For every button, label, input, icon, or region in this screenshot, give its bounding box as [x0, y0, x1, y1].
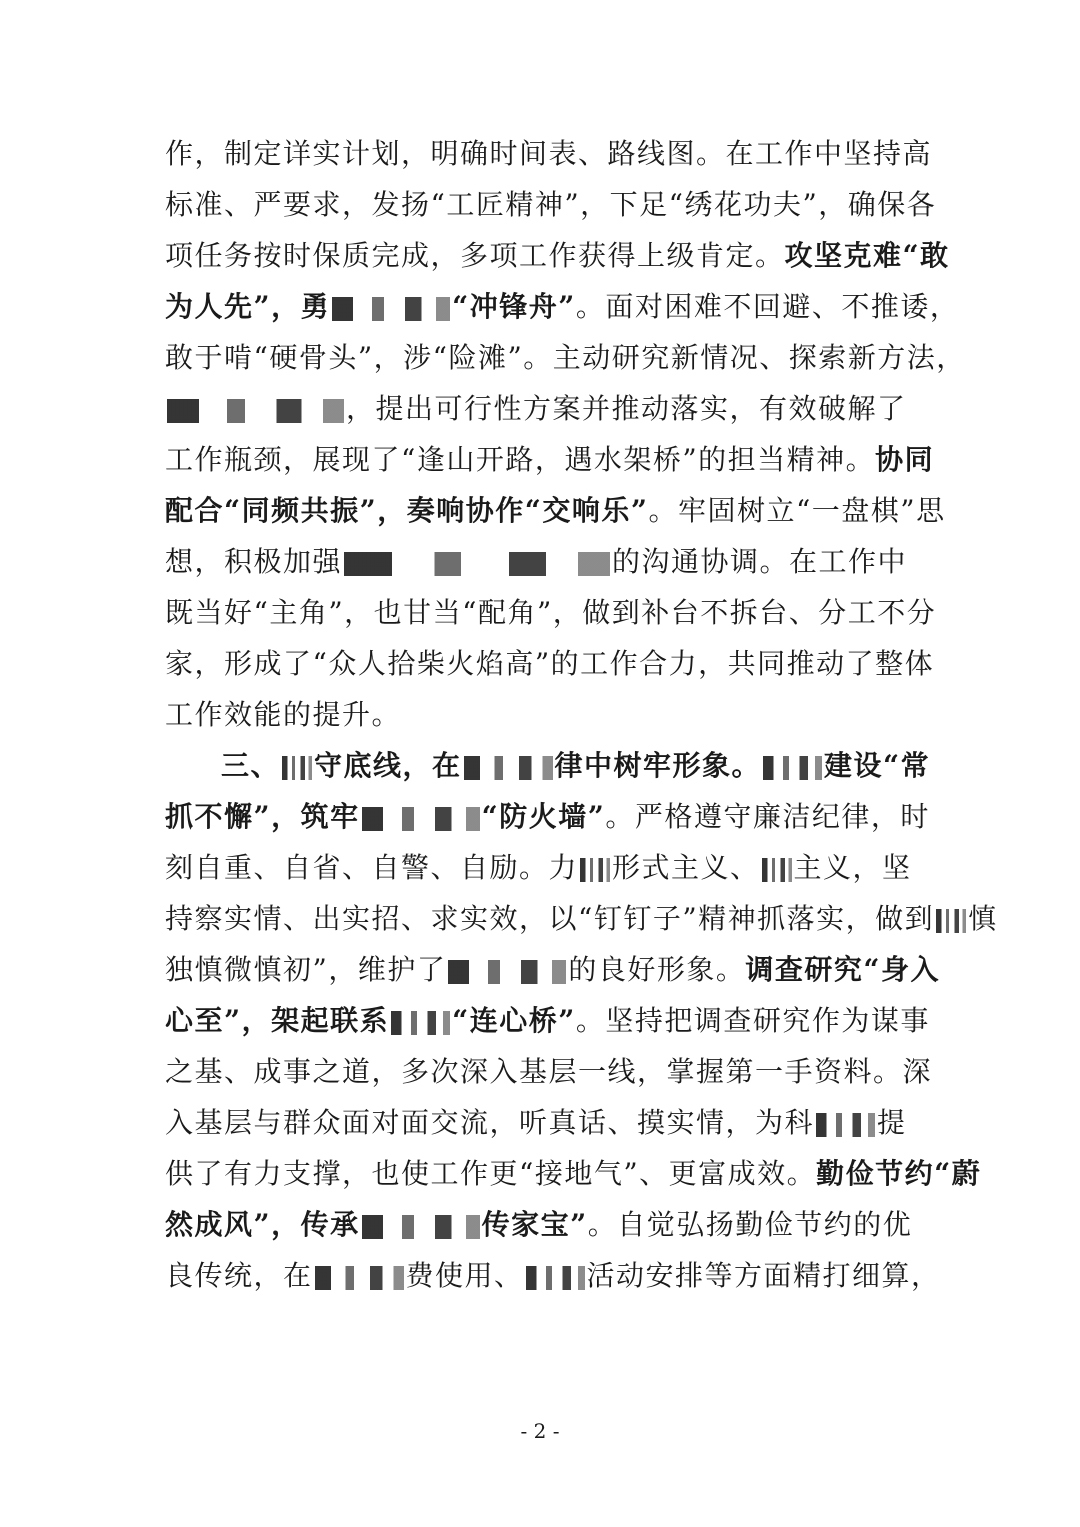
redaction-mark	[344, 552, 610, 576]
bold-text-run: 然成风”，传承	[165, 1208, 360, 1241]
text-run: 想，积极加强	[165, 545, 343, 578]
redaction-mark	[315, 1266, 404, 1290]
text-line	[165, 995, 930, 1046]
text-run: 。面对困难不回避、不推诿，	[575, 290, 960, 323]
text-line	[165, 689, 917, 740]
text-line	[165, 485, 946, 536]
redaction-mark	[167, 399, 344, 423]
text-run: 提	[877, 1106, 907, 1139]
redaction-mark	[362, 807, 480, 831]
bold-text-run: 心至”，架起联系	[165, 1004, 390, 1037]
redaction-mark	[763, 756, 822, 780]
text-run: 供了有力支撑，也使工作更“接地气”、更富成效。	[165, 1157, 817, 1190]
text-run: 既当好“主角”，也甘当“配角”，做到补台不拆台、分工不分	[165, 596, 937, 629]
text-line	[165, 1250, 941, 1301]
bold-text-run: “冲锋舟”	[452, 290, 576, 323]
text-run: 主义，坚	[793, 851, 912, 884]
redaction-mark	[362, 1215, 480, 1239]
text-run: 。坚持把调查研究作为谋事	[575, 1004, 930, 1037]
redaction-mark	[448, 960, 566, 984]
text-line	[165, 230, 950, 281]
page-number: - 2 -	[520, 1419, 560, 1443]
text-run: 。自觉弘扬勤俭节约的优	[587, 1208, 913, 1241]
text-run: 刻自重、自省、自警、自励。力	[165, 851, 579, 884]
text-line	[165, 638, 935, 689]
text-run: 慎	[968, 902, 998, 935]
bold-text-run: 勤俭节约“蔚	[816, 1157, 982, 1190]
text-run: 作，制定详实计划，明确时间表、路线图。在工作中坚持高	[165, 137, 933, 170]
text-run: 良传统，在	[165, 1259, 313, 1292]
text-line	[165, 434, 935, 485]
text-line	[165, 281, 960, 332]
bold-text-run: 律中树牢形象。	[554, 749, 762, 782]
text-run: 标准、严要求，发扬“工匠精神”，下足“绣花功夫”，确保各	[165, 188, 937, 221]
bold-text-run: 抓不懈”，筑牢	[165, 800, 360, 833]
text-line	[165, 944, 940, 995]
bold-text-run: 守底线，在	[314, 749, 462, 782]
bold-text-run: 配合“同频共振”，奏响协作“交响乐”	[165, 494, 649, 527]
text-run: ，提出可行性方案并推动落实，有效破解了	[346, 392, 907, 425]
text-run: 持察实情、出实招、求实效，以“钉钉子”精神抓落实，做到	[165, 902, 935, 935]
text-line	[165, 179, 937, 230]
text-line	[165, 128, 933, 179]
text-run: 费使用、	[405, 1259, 524, 1292]
text-line	[165, 1046, 933, 1097]
text-line	[165, 1148, 982, 1199]
redaction-mark	[282, 756, 312, 780]
redaction-mark	[762, 858, 792, 882]
text-run: 工作效能的提升。	[165, 698, 402, 731]
text-line	[165, 893, 998, 944]
redaction-mark	[391, 1011, 450, 1035]
text-run: 活动安排等方面精打细算，	[586, 1259, 941, 1292]
text-run: 家，形成了“众人拾柴火焰高”的工作合力，共同推动了整体	[165, 647, 935, 680]
bold-text-run: “连心桥”	[452, 1004, 576, 1037]
text-run: 。牢固树立“一盘棋”思	[648, 494, 946, 527]
text-line	[165, 740, 931, 791]
text-run: 工作瓶颈，展现了“逢山开路，遇水架桥”的担当精神。	[165, 443, 876, 476]
bold-text-run: 为人先”，勇	[165, 290, 331, 323]
redaction-mark	[332, 297, 450, 321]
text-run: 。严格遵守廉洁纪律，时	[605, 800, 930, 833]
text-line	[165, 1097, 917, 1148]
text-line	[165, 1199, 917, 1250]
redaction-mark	[464, 756, 553, 780]
bold-text-run: 建设“常	[824, 749, 931, 782]
text-run: 的良好形象。	[568, 953, 746, 986]
text-run: 的沟通协调。在工作中	[612, 545, 908, 578]
bold-text-run: 调查研究“身入	[745, 953, 940, 986]
text-line	[165, 842, 917, 893]
text-line	[165, 383, 917, 434]
bold-text-run: 协同	[875, 443, 935, 476]
text-run: 项任务按时保质完成，多项工作获得上级肯定。	[165, 239, 785, 272]
text-run: 之基、成事之道，多次深入基层一线，掌握第一手资料。深	[165, 1055, 933, 1088]
text-line	[165, 587, 937, 638]
text-line	[165, 536, 917, 587]
text-line	[165, 791, 930, 842]
text-run: 形式主义、	[612, 851, 760, 884]
redaction-mark	[580, 858, 610, 882]
text-run: 入基层与群众面对面交流，听真话、摸实情，为科	[165, 1106, 815, 1139]
redaction-mark	[526, 1266, 585, 1290]
bold-text-run: 传家宝”	[481, 1208, 588, 1241]
text-line	[165, 332, 966, 383]
text-run: 独慎微慎初”，维护了	[165, 953, 447, 986]
body-text	[165, 128, 998, 1301]
bold-text-run: “防火墙”	[481, 800, 606, 833]
bold-text-run: 三、	[221, 749, 281, 782]
bold-text-run: 攻坚克难“敢	[784, 239, 950, 272]
redaction-mark	[936, 909, 966, 933]
redaction-mark	[816, 1113, 875, 1137]
text-run: 敢于啃“硬骨头”，涉“险滩”。主动研究新情况、探索新方法，	[165, 341, 966, 374]
